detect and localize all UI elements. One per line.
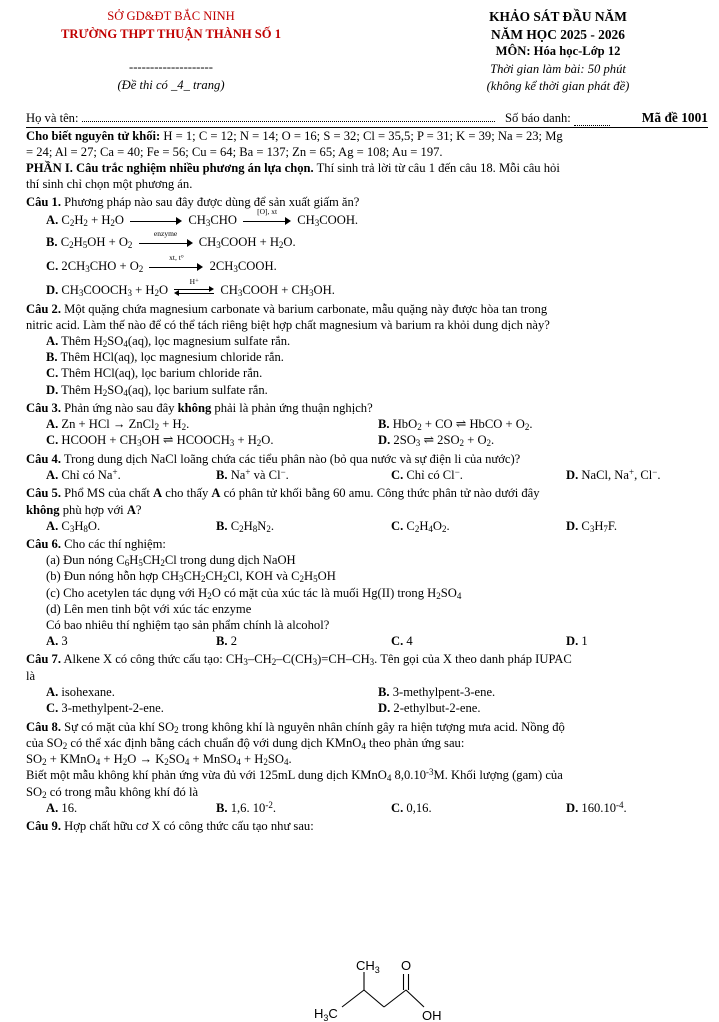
q7-option-a[interactable]: A. isohexane. [46, 684, 115, 699]
question-5: Câu 5. Phổ MS của chất A cho thấy A có phân tử khối bằng 60 amu. Công thức phân tử nào dưới đây [26, 486, 540, 501]
atom-o: O [401, 958, 412, 973]
part1-line2: thí sinh chỉ chọn một phương án. [26, 177, 193, 192]
option-letter: A. [46, 212, 59, 227]
option-letter: B. [46, 234, 58, 249]
question-number: Câu 2. [26, 301, 61, 316]
q6-option-d[interactable]: D. 1 [566, 634, 588, 649]
q4-option-d[interactable]: D. NaCl, Na+, Cl−. [566, 467, 661, 483]
exam-code: Mã đề 1001 [641, 109, 708, 125]
q7-options-row1 [26, 684, 708, 701]
q2-option-a[interactable]: A. Thêm $H_2SO_4(aq)$, lọc magnesium sulfate rắn. [46, 333, 291, 349]
option-text: (aq), lọc magnesium sulfate rắn. [127, 333, 291, 348]
option-text: Thêm HCl(aq), lọc magnesium chloride rắn. [60, 350, 284, 365]
time-limit: Thời gian làm bài: 50 phút [490, 61, 626, 76]
q3-option-c[interactable]: C. HCOOH + $CH_3OH$ ⇌ $HCOOCH_3 + H_2O$. [46, 433, 274, 449]
q5-option-d[interactable]: D. $C_3H_7F$. [566, 518, 618, 534]
part1-title: PHẦN I. Câu trắc nghiệm nhiều phương án lựa chọn. [26, 160, 314, 175]
page-count-note: (Đề thi có _4_ trang) [117, 77, 225, 92]
q4-options [26, 467, 708, 483]
question-text: Phương pháp nào sau đây được dùng để sản xuất giấm ăn? [61, 195, 360, 210]
atom-oh: OH [422, 1008, 442, 1022]
reaction-arrow-icon [130, 215, 182, 227]
question-9: Câu 9. Hợp chất hữu cơ X có công thức cấu tạo như sau: [26, 819, 314, 833]
question-4 [26, 451, 708, 467]
option-letter: B. [46, 350, 58, 365]
structural-formula [312, 952, 452, 1022]
reaction-arrow-icon: enzyme [139, 237, 193, 249]
part1-instruction: Thí sinh trả lời từ câu 1 đến câu 18. Mỗi câu hỏi [313, 160, 560, 175]
question-text: Trong dung dịch NaCl loãng chứa các tiểu phân nào (bỏ qua nước và sự điện li của nước)? [61, 451, 521, 466]
question-number: Câu 8. [26, 719, 61, 734]
q8-text-line4: Biết một mẫu không khí phản ứng vừa đủ với 125mL dung dịch KMnO$_4$ $8,0.10^{-3}M$. Khối lượng (gam) của [26, 767, 563, 784]
option-letter: D. [46, 382, 59, 397]
question-3: Câu 3. Phản ứng nào sau đây không phải là phản ứng thuận nghịch? [26, 400, 373, 415]
q4-option-b[interactable]: B. Na+ và Cl−. [216, 467, 289, 483]
emphasis-not: không [177, 400, 212, 415]
q1-option-d[interactable]: D. $CH_3COOCH_3 + H_2O$ H⁺ $CH_3COOH + CH_3OH$. [46, 276, 335, 298]
q8-equation: $SO_2$ + KMnO$_4$ + $H_2O \to K_2SO_4$ + MnSO$_4$ + $H_2SO_4$. [26, 752, 292, 768]
q7-option-c[interactable]: C. 3-methylpent-2-ene. [46, 701, 164, 716]
time-note: (không kể thời gian phát đề) [486, 79, 630, 93]
question-7: Câu 7. Alkene X có công thức cấu tạo: $CH_3-CH_2-C(CH_3)=CH-CH_3$. Tên gọi của X theo danh pháp IUPAC [26, 652, 572, 668]
q6-option-c[interactable]: C. 4 [391, 634, 413, 649]
q8-text-line2: của $SO_2$ có thể xác định bằng cách chuẩn độ với dung dịch KMnO$_4$ theo phản ứng sau: [26, 735, 465, 751]
q5-option-b[interactable]: B. $C_2H_8N_2$. [216, 518, 274, 534]
atom-h3c: $H_3C$ [314, 1006, 338, 1022]
q8-options [26, 800, 708, 816]
exam-header [26, 8, 708, 96]
q1-option-b[interactable]: B. $C_2H_5OH + O_2$ enzyme $CH_3COOH + H_2O$. [46, 228, 296, 250]
question-number: Câu 3. [26, 400, 61, 415]
question-6: Câu 6. Cho các thí nghiệm: [26, 536, 166, 551]
q2-text-line2: nitric acid. Làm thế nào để có thể tách riêng biệt hợp chất magnesium và barium ra khỏi dung dịch này? [26, 317, 550, 332]
q2-option-c[interactable] [26, 365, 708, 381]
question-number: Câu 6. [26, 536, 61, 551]
q6-question: Có bao nhiêu thí nghiệm tạo sản phẩm chính là alcohol? [46, 617, 330, 632]
option-text: Thêm HCl(aq), lọc barium chloride rắn. [61, 366, 263, 381]
exam-page [26, 8, 708, 834]
q3-options-row1 [26, 416, 708, 433]
q2-option-b[interactable] [26, 349, 708, 365]
header-right [408, 8, 708, 96]
name-label: Họ và tên: [26, 110, 79, 125]
q6-experiment-c: (c) Cho acetylen tác dụng với $H_2O$ có mặt của xúc tác là muối Hg(II) trong $H_2SO_4$ [46, 585, 462, 601]
q7-options-row2 [26, 700, 708, 717]
q6-experiment-a: (a) Đun nóng $C_6H_5CH_2Cl$ trong dung dịch NaOH [46, 553, 296, 569]
option-text: (aq), lọc barium sulfate rắn. [127, 382, 268, 397]
q2-option-d[interactable]: D. Thêm $H_2SO_4(aq)$, lọc barium sulfate rắn. [46, 382, 268, 398]
q3-option-a[interactable]: A. Zn + HCl → ZnCl$_2$ + $H_2$. [46, 416, 190, 432]
part1-line1 [26, 160, 708, 176]
school-name: TRƯỜNG THPT THUẬN THÀNH SỐ 1 [60, 26, 282, 41]
reaction-arrow-icon: [O], xt [243, 215, 291, 227]
school-year: NĂM HỌC 2025 - 2026 [491, 26, 625, 42]
q8-option-b[interactable]: B. 1,6. $10^{-2}$. [216, 799, 277, 815]
q6-experiment-b: (b) Đun nóng hỗn hợp $CH_3CH_2CH_2Cl$, KOH và $C_2H_5OH$ [46, 569, 336, 585]
q6-option-a[interactable]: A. 3 [46, 634, 68, 649]
sbd-field[interactable] [574, 110, 610, 126]
equilibrium-arrow-icon: H⁺ [174, 285, 214, 297]
question-number: Câu 1. [26, 195, 61, 210]
atomic-mass-values1: H = 1; C = 12; N = 14; O = 16; S = 32; Cl = 35,5; P = 31; K = 39; Na = 23; Mg [160, 128, 563, 143]
department-name: SỞ GD&ĐT BẮC NINH [107, 9, 235, 23]
q8-option-d[interactable]: D. $160.10^{-4}$. [566, 799, 627, 815]
q8-option-a[interactable]: A. 16. [46, 800, 78, 815]
q7-option-b[interactable]: B. 3-methylpent-3-ene. [378, 684, 496, 699]
q4-option-c[interactable]: C. Chỉ có Cl−. [391, 467, 463, 483]
atomic-mass-line1 [26, 128, 708, 144]
header-divider: -------------------- [129, 60, 213, 74]
subject: MÔN: Hóa học-Lớp 12 [495, 44, 621, 58]
q8-text-line5: $SO_2$ có trong mẫu không khí đó là [26, 784, 199, 800]
q1-option-c[interactable]: C. $2CH_3CHO + O_2$ xt, t° $2CH_3COOH$. [46, 252, 277, 274]
question-1 [26, 194, 708, 210]
name-field[interactable] [82, 110, 495, 122]
question-8: Câu 8. Sự có mặt của khí $SO_2$ trong không khí là nguyên nhân chính gây ra hiện tượng mưa acid. Nồng độ [26, 719, 565, 735]
sbd-label: Số báo danh: [505, 110, 571, 125]
q6-option-b[interactable]: B. 2 [216, 634, 238, 649]
exam-title: KHẢO SÁT ĐẦU NĂM [489, 9, 627, 24]
question-number: Câu 9. [26, 819, 61, 833]
reaction-arrow-icon: xt, t° [149, 261, 203, 273]
q4-option-a[interactable]: A. Chỉ có Na+. [46, 467, 121, 483]
q5-option-c[interactable]: C. $C_2H_4O_2$. [391, 518, 450, 534]
atomic-mass-line2: = 24; Al = 27; Ca = 40; Fe = 56; Cu = 64; Ba = 137; Zn = 65; Ag = 108; Au = 197. [26, 144, 443, 159]
q1-option-a[interactable]: A. $C_2H_2 + H_2O$ $CH_3CHO$ [O], xt $CH_3COOH$. [46, 206, 359, 228]
q6-experiment-d: (d) Lên men tinh bột với xúc tác enzyme [46, 601, 252, 616]
question-2 [26, 301, 708, 317]
q8-option-c[interactable]: C. 0,16. [391, 800, 432, 815]
q7-text-line2: là [26, 668, 36, 683]
q7-option-d[interactable]: D. 2-ethylbut-2-ene. [378, 701, 481, 716]
q3-option-d[interactable]: D. $2SO_3$ ⇌ $2SO_2 + O_2$. [378, 433, 495, 449]
q3-option-b[interactable]: B. HbO$_2$ + CO ⇌ HbCO + $O_2$. [378, 416, 533, 432]
atom-ch3: $CH_3$ [356, 958, 380, 975]
q6-options [26, 633, 708, 649]
option-letter: C. [46, 258, 59, 273]
question-number: Câu 7. [26, 652, 61, 667]
q5-text-line2: không phù hợp với A? [26, 502, 142, 517]
q5-option-a[interactable]: A. $C_3H_8O$. [46, 518, 101, 534]
option-letter: A. [46, 333, 59, 348]
q3-options-row2 [26, 432, 708, 449]
question-text: Một quặng chứa magnesium carbonate và barium carbonate, mẫu quặng này được hòa tan trong [61, 301, 548, 316]
atomic-mass-label: Cho biết nguyên tử khối: [26, 128, 161, 143]
option-letter: D. [46, 282, 59, 297]
q5-options [26, 518, 708, 534]
option-letter: C. [46, 366, 59, 381]
header-left [26, 8, 316, 96]
question-number: Câu 4. [26, 451, 61, 466]
question-number: Câu 5. [26, 486, 61, 501]
student-info-row [26, 110, 708, 126]
